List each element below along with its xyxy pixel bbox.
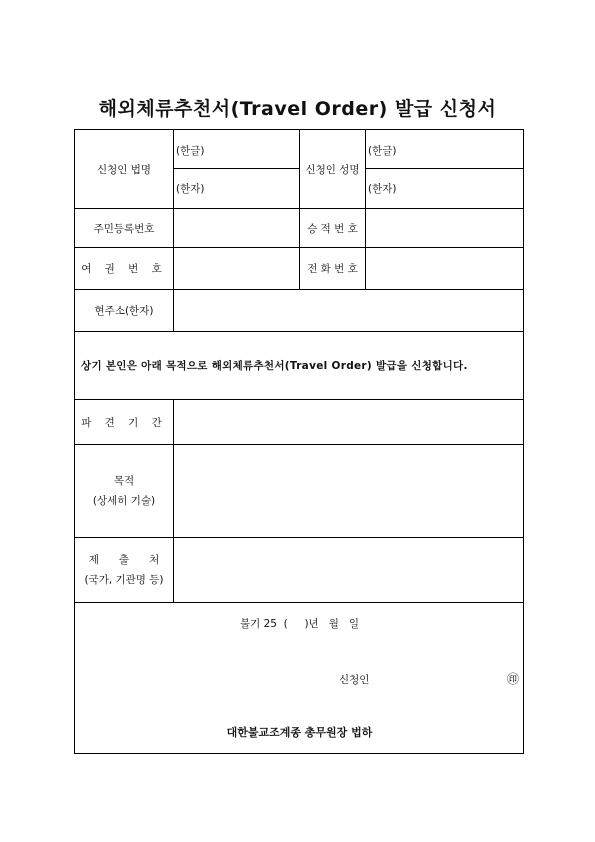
monk-number-field[interactable] (367, 212, 522, 244)
legal-name-hangul-field[interactable] (220, 138, 298, 164)
divider (75, 602, 524, 603)
purpose-label-line1: 목적 (113, 475, 135, 487)
purpose-field[interactable] (175, 448, 526, 538)
dispatch-period-field[interactable] (175, 403, 522, 441)
applicant-name-hanja-field[interactable] (412, 177, 522, 203)
passport-number-field[interactable] (175, 251, 297, 286)
submit-to-label (75, 538, 173, 602)
application-date: 불기 25 ( )년 월 일 (240, 618, 359, 630)
application-form (74, 129, 524, 754)
seal-mark: ㊞ (507, 672, 520, 686)
monk-number-label: 승 적 번 호 (307, 222, 358, 235)
legal-name-label: 신청인 법명 (96, 163, 152, 176)
applicant-name-hangul-label: (한글) (368, 145, 397, 157)
form-title: 해외체류추천서(Travel Order) 발급 신청서 (98, 98, 497, 120)
application-statement: 상기 본인은 아래 목적으로 해외체류추천서(Travel Order) 발급을 신청합니다. (81, 360, 468, 372)
legal-name-hangul-label: (한글) (176, 145, 205, 157)
purpose-label-line2: (상세히 기술) (92, 495, 156, 507)
addressee: 대한불교조계종 총무원장 법하 (226, 726, 373, 739)
applicant-name-hanja-label: (한자) (368, 183, 397, 195)
applicant-name-hangul-field[interactable] (412, 138, 522, 164)
resident-number-label: 주민등록번호 (93, 222, 155, 235)
applicant-signature-label: 신청인 (339, 674, 370, 686)
address-field[interactable] (175, 293, 522, 328)
passport-number-label: 여 권 번 호 (81, 263, 167, 275)
phone-number-label: 전 화 번 호 (307, 263, 358, 275)
submit-to-label-line1: 제 출 처 (88, 554, 160, 566)
applicant-name-label: 신청인 성명 (305, 163, 360, 176)
resident-number-field[interactable] (175, 212, 297, 244)
phone-number-field[interactable] (367, 251, 522, 286)
legal-name-hanja-field[interactable] (220, 177, 298, 203)
dispatch-period-label: 파 견 기 간 (81, 416, 167, 429)
submit-to-field[interactable] (175, 541, 522, 599)
legal-name-hanja-label: (한자) (176, 183, 205, 195)
submit-to-label-line2: (국가, 기관명 등) (84, 574, 164, 586)
purpose-label (75, 445, 173, 537)
divider (173, 399, 174, 602)
address-label: 현주소(한자) (94, 305, 154, 317)
